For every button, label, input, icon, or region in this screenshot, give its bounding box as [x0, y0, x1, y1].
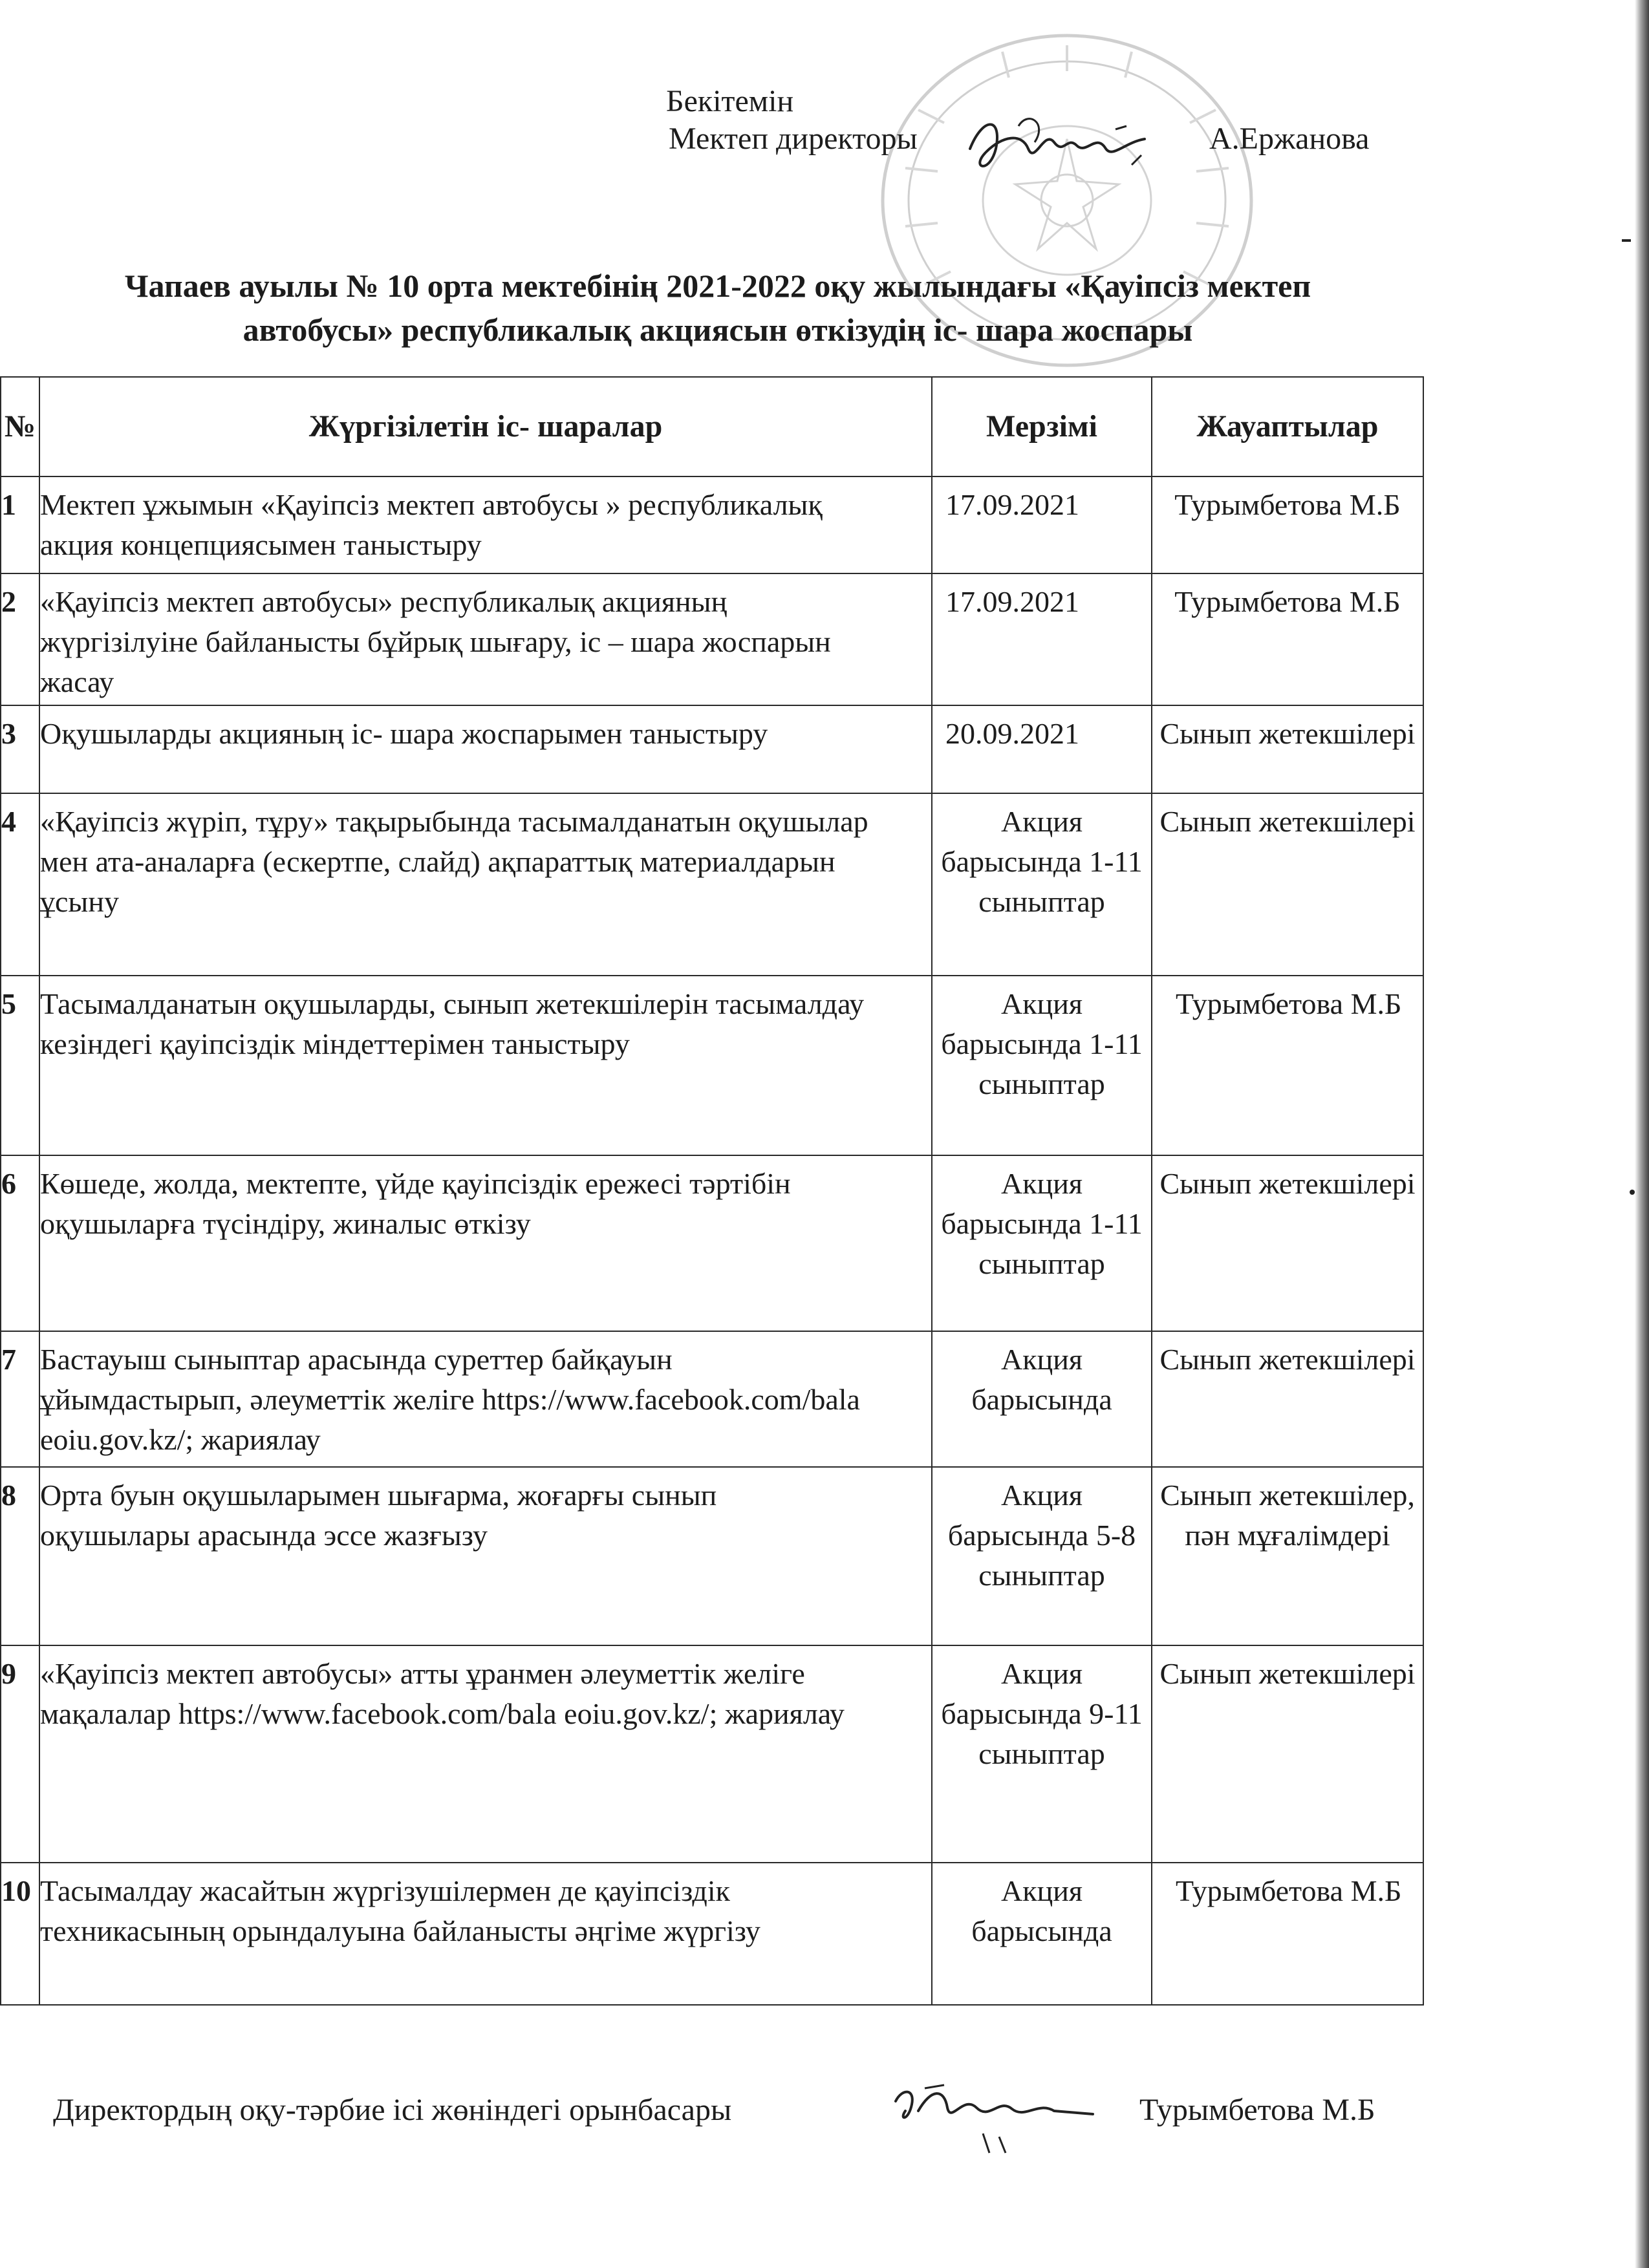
row-activity: Орта буын оқушыларымен шығарма, жоғарғы сынып оқушылары арасында эссе жазғызу	[39, 1467, 932, 1645]
row-responsible: Турымбетова М.Б	[1152, 476, 1423, 573]
row-date: Акция барысында	[932, 1863, 1152, 2005]
row-number: 8	[1, 1467, 39, 1645]
action-plan-table	[0, 376, 1424, 2006]
row-number: 3	[1, 705, 39, 793]
deputy-position: Директордың оқу-тәрбие ісі жөніндегі орынбасары	[53, 2093, 732, 2127]
row-number: 4	[1, 793, 39, 976]
row-date: Акция барысында 1-11 сыныптар	[932, 1155, 1152, 1331]
row-number: 5	[1, 976, 39, 1155]
table-row	[1, 1863, 1423, 2005]
row-date: Акция барысында 9-11 сыныптар	[932, 1645, 1152, 1863]
scan-edge-mark	[1630, 1190, 1635, 1195]
row-number: 1	[1, 476, 39, 573]
director-position: Мектеп директоры	[669, 122, 918, 156]
scan-edge-mark	[1622, 239, 1631, 242]
row-date: 20.09.2021	[932, 705, 1152, 793]
title-line-2: автобусы» республикалық акциясын өткізудің іс- шара жоспары	[242, 312, 1193, 348]
table-row	[1, 476, 1423, 573]
table-row	[1, 1331, 1423, 1467]
row-responsible: Турымбетова М.Б	[1152, 976, 1423, 1155]
header-responsible: Жауаптылар	[1152, 377, 1423, 476]
row-activity: Мектеп ұжымын «Қауіпсіз мектеп автобусы » республикалық акция концепциясымен таныстыру	[39, 476, 932, 573]
table-row	[1, 573, 1423, 705]
row-date: Акция барысында 5-8 сыныптар	[932, 1467, 1152, 1645]
row-responsible: Сынып жетекшілері	[1152, 793, 1423, 976]
row-responsible: Турымбетова М.Б	[1152, 1863, 1423, 2005]
table-row	[1, 705, 1423, 793]
table-header-row	[1, 377, 1423, 476]
row-responsible: Сынып жетекшілері	[1152, 1155, 1423, 1331]
header-activity: Жүргізілетін іс- шаралар	[39, 377, 932, 476]
row-responsible: Сынып жетекшілер, пән мұғалімдері	[1152, 1467, 1423, 1645]
deputy-signature	[886, 2062, 1099, 2159]
row-date: Акция барысында	[932, 1331, 1152, 1467]
document-title	[0, 264, 1436, 352]
header-date: Мерзімі	[932, 377, 1152, 476]
row-responsible: Турымбетова М.Б	[1152, 573, 1423, 705]
row-number: 2	[1, 573, 39, 705]
row-activity: Көшеде, жолда, мектепте, үйде қауіпсіздік ережесі тәртібін оқушыларға түсіндіру, жиналыс өткізу	[39, 1155, 932, 1331]
row-activity: «Қауіпсіз мектеп автобусы» республикалық акцияның жүргізілуіне байланысты бұйрық шығару, іс – шара жоспарын жасау	[39, 573, 932, 705]
row-number: 10	[1, 1863, 39, 2005]
row-activity: «Қауіпсіз жүріп, тұру» тақырыбында тасымалданатын оқушылар мен ата-аналарға (ескертпе, слайд) ақпараттық материалдарын ұсыну	[39, 793, 932, 976]
row-number: 7	[1, 1331, 39, 1467]
director-signature	[957, 103, 1151, 194]
table-row	[1, 1155, 1423, 1331]
table-row	[1, 1645, 1423, 1863]
row-responsible: Сынып жетекшілері	[1152, 705, 1423, 793]
table-row	[1, 1467, 1423, 1645]
title-line-1: Чапаев ауылы № 10 орта мектебінің 2021-2022 оқу жылындағы «Қауіпсіз мектеп	[124, 268, 1311, 304]
director-name: А.Ержанова	[1209, 122, 1370, 156]
row-date: 17.09.2021	[932, 476, 1152, 573]
row-responsible: Сынып жетекшілері	[1152, 1645, 1423, 1863]
table-row	[1, 793, 1423, 976]
row-activity: «Қауіпсіз мектеп автобусы» атты ұранмен әлеуметтік желіге мақалалар https://www.facebook.com/bala eoiu.gov.kz/; жариялау	[39, 1645, 932, 1863]
row-activity: Тасымалданатын оқушыларды, сынып жетекшілерін тасымалдау кезіндегі қауіпсіздік міндеттерімен таныстыру	[39, 976, 932, 1155]
table-row	[1, 976, 1423, 1155]
row-date: 17.09.2021	[932, 573, 1152, 705]
row-activity: Тасымалдау жасайтын жүргізушілермен де қауіпсіздік техникасының орындалуына байланысты әңгіме жүргізу	[39, 1863, 932, 2005]
row-activity: Оқушыларды акцияның іс- шара жоспарымен таныстыру	[39, 705, 932, 793]
row-date: Акция барысында 1-11 сыныптар	[932, 976, 1152, 1155]
row-number: 9	[1, 1645, 39, 1863]
row-number: 6	[1, 1155, 39, 1331]
header-no: №	[1, 377, 39, 476]
deputy-name: Турымбетова М.Б	[1139, 2093, 1375, 2127]
row-responsible: Сынып жетекшілері	[1152, 1331, 1423, 1467]
approve-word: Бекітемін	[666, 84, 794, 118]
row-date: Акция барысында 1-11 сыныптар	[932, 793, 1152, 976]
row-activity: Бастауыш сыныптар арасында суреттер байқауын ұйымдастырып, әлеуметтік желіге https://www.facebook.com/bala eoiu.gov.kz/; жариялау	[39, 1331, 932, 1467]
scan-edge-shadow	[1635, 0, 1649, 2268]
